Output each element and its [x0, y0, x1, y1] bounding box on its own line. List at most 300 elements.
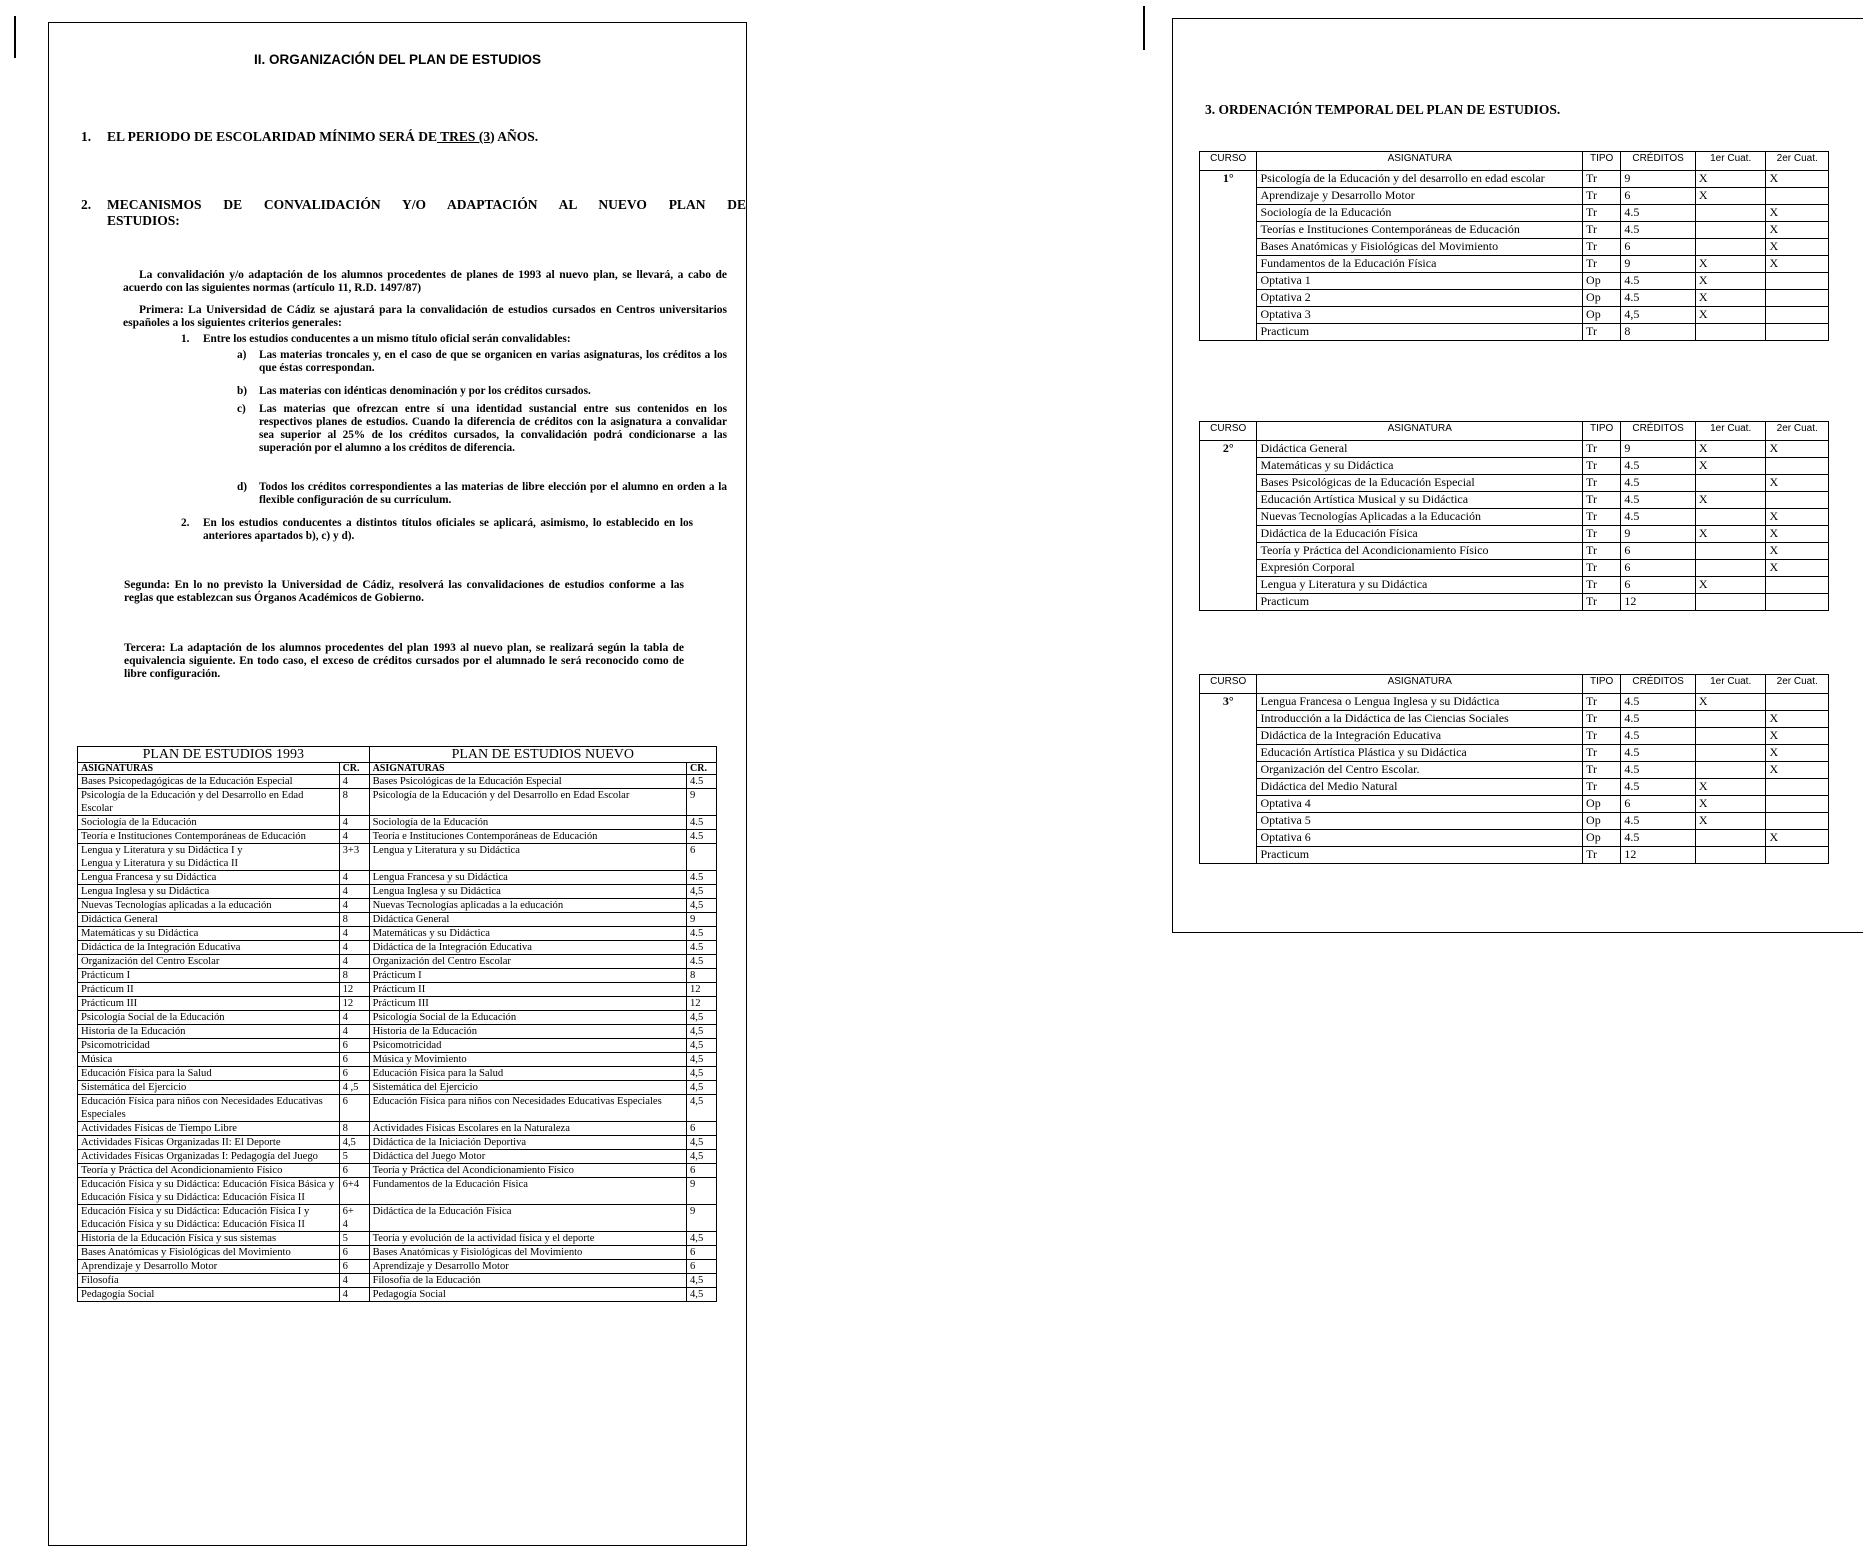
table-row — [1200, 796, 1829, 813]
equiv-old-subject: Actividades Físicas de Tiempo Libre — [78, 1122, 340, 1136]
creditos-cell: 6 — [1621, 577, 1696, 594]
equiv-old-subject: Educación Física y su Didáctica: Educación Física Básica y Educación Física y su Didáctica: Educación Física II — [78, 1178, 340, 1205]
subject-cell: Lengua y Literatura y su Didáctica — [1257, 577, 1583, 594]
tipo-cell: Op — [1583, 273, 1621, 290]
cuat1-cell: X — [1695, 307, 1766, 324]
col-tipo-header: TIPO — [1583, 675, 1621, 694]
equiv-old-subject: Bases Anatómicas y Fisiológicas del Movimiento — [78, 1246, 340, 1260]
table-row — [1200, 594, 1829, 611]
cuat1-cell — [1695, 847, 1766, 864]
col-2o-cuat-header: 2er Cuat. — [1766, 152, 1829, 171]
equiv-col-asignaturas-new: ASIGNATURAS — [369, 763, 686, 775]
equiv-new-subject: Matemáticas y su Didáctica — [369, 927, 686, 941]
col-tipo-header: TIPO — [1583, 422, 1621, 441]
col-1er-cuat-header: 1er Cuat. — [1695, 675, 1766, 694]
equiv-new-subject: Didáctica de la Educación Física — [369, 1205, 686, 1232]
equiv-old-credits: 8 — [339, 913, 369, 927]
equiv-new-credits: 6 — [687, 1260, 717, 1274]
cuat1-cell: X — [1695, 779, 1766, 796]
equiv-old-credits: 3+3 — [339, 844, 369, 871]
table-row — [1200, 711, 1829, 728]
equiv-old-subject: Psicología Social de la Educación — [78, 1011, 340, 1025]
equiv-new-subject: Fundamentos de la Educación Física — [369, 1178, 686, 1205]
equiv-old-credits: 8 — [339, 969, 369, 983]
cuat2-cell — [1766, 796, 1829, 813]
equiv-new-credits: 4,5 — [687, 1067, 717, 1081]
tipo-cell: Tr — [1583, 847, 1621, 864]
equiv-old-credits: 4 — [339, 830, 369, 844]
equiv-old-subject: Sociología de la Educación — [78, 816, 340, 830]
equiv-new-subject: Historia de la Educación — [369, 1025, 686, 1039]
creditos-cell: 4.5 — [1621, 475, 1696, 492]
equiv-table-body — [78, 775, 717, 1302]
cuat2-cell — [1766, 458, 1829, 475]
subject-cell: Lengua Francesa o Lengua Inglesa y su Didáctica — [1257, 694, 1583, 711]
paragraph-intro: La convalidación y/o adaptación de los alumnos procedentes de planes de 1993 al nuevo plan, se llevará, a cabo de acuerdo con las siguientes normas (artículo 11, R.D. 1497/87) — [123, 269, 727, 294]
subject-cell: Optativa 2 — [1257, 290, 1583, 307]
cuat2-cell: X — [1766, 711, 1829, 728]
equiv-old-subject: Prácticum III — [78, 997, 340, 1011]
tipo-cell: Tr — [1583, 762, 1621, 779]
equiv-new-credits: 8 — [687, 969, 717, 983]
tipo-cell: Op — [1583, 290, 1621, 307]
cuat1-cell: X — [1695, 813, 1766, 830]
equiv-old-credits: 4 — [339, 1011, 369, 1025]
schedule-header-row — [1200, 422, 1829, 441]
tipo-cell: Tr — [1583, 577, 1621, 594]
tipo-cell: Tr — [1583, 475, 1621, 492]
heading-number: 2. — [81, 197, 92, 212]
subject-cell: Educación Artística Plástica y su Didáctica — [1257, 745, 1583, 762]
col-2o-cuat-header: 2er Cuat. — [1766, 675, 1829, 694]
equiv-old-credits: 5 — [339, 1232, 369, 1246]
equiv-new-credits: 6 — [687, 844, 717, 871]
equiv-new-credits: 4,5 — [687, 1150, 717, 1164]
tipo-cell: Tr — [1583, 324, 1621, 341]
subject-cell: Aprendizaje y Desarrollo Motor — [1257, 188, 1583, 205]
creditos-cell: 9 — [1621, 526, 1696, 543]
equiv-new-subject: Educación Física para niños con Necesidades Educativas Especiales — [369, 1095, 686, 1122]
subject-cell: Psicología de la Educación y del desarrollo en edad escolar — [1257, 171, 1583, 188]
schedule-header-row — [1200, 675, 1829, 694]
table-row — [78, 1164, 717, 1178]
equiv-new-subject: Teoría y Práctica del Acondicionamiento Físico — [369, 1164, 686, 1178]
cuat2-cell: X — [1766, 222, 1829, 239]
equiv-new-credits: 4,5 — [687, 1039, 717, 1053]
equiv-old-credits: 4 — [339, 775, 369, 789]
tipo-cell: Tr — [1583, 239, 1621, 256]
subject-cell: Optativa 1 — [1257, 273, 1583, 290]
subject-cell: Practicum — [1257, 324, 1583, 341]
table-row — [1200, 307, 1829, 324]
equiv-new-credits: 4,5 — [687, 1136, 717, 1150]
scan-mark-right — [1143, 6, 1145, 50]
col-tipo-header: TIPO — [1583, 152, 1621, 171]
equiv-new-subject: Teoría e Instituciones Contemporáneas de Educación — [369, 830, 686, 844]
equiv-header-old-plan: PLAN DE ESTUDIOS 1993 — [78, 747, 370, 763]
table-row — [78, 1053, 717, 1067]
equiv-new-credits: 12 — [687, 983, 717, 997]
table-row — [1200, 526, 1829, 543]
cuat2-cell — [1766, 188, 1829, 205]
equiv-old-credits: 5 — [339, 1150, 369, 1164]
col-1er-cuat-header: 1er Cuat. — [1695, 422, 1766, 441]
equiv-col-creditos-new: CR. — [687, 763, 717, 775]
subject-cell: Teorías e Instituciones Contemporáneas de Educación — [1257, 222, 1583, 239]
cuat1-cell — [1695, 728, 1766, 745]
equiv-old-credits: 6 — [339, 1053, 369, 1067]
table-row — [78, 1067, 717, 1081]
equiv-old-subject: Psicomotricidad — [78, 1039, 340, 1053]
tipo-cell: Tr — [1583, 728, 1621, 745]
page-ordenacion-temporal — [1172, 18, 1863, 933]
creditos-cell: 4.5 — [1621, 762, 1696, 779]
table-row — [1200, 694, 1829, 711]
equiv-new-credits: 4.5 — [687, 830, 717, 844]
equiv-new-subject: Psicomotricidad — [369, 1039, 686, 1053]
equiv-col-creditos-old: CR. — [339, 763, 369, 775]
table-row — [78, 1095, 717, 1122]
heading-periodo-escolaridad — [81, 129, 721, 147]
table-row — [78, 789, 717, 816]
curso-cell: 3° — [1200, 694, 1257, 864]
equiv-new-credits: 4,5 — [687, 1288, 717, 1302]
table-row — [78, 1136, 717, 1150]
paragraph-tercera: Tercera: La adaptación de los alumnos procedentes del plan 1993 al nuevo plan, se realizará según la tabla de equivalencia siguiente. En todo caso, el exceso de créditos cursados por el alumnado le será reconocido como de libre configuración. — [124, 642, 684, 680]
tipo-cell: Tr — [1583, 560, 1621, 577]
equiv-new-credits: 4,5 — [687, 899, 717, 913]
table-row — [1200, 441, 1829, 458]
criterio-text: Entre los estudios conducentes a un mismo título oficial serán convalidables: — [203, 333, 571, 345]
cuat1-cell: X — [1695, 492, 1766, 509]
table-row — [1200, 492, 1829, 509]
equiv-old-subject: Educación Física y su Didáctica: Educación Física I y Educación Física y su Didáctica: Educación Física II — [78, 1205, 340, 1232]
table-row — [78, 885, 717, 899]
tipo-cell: Tr — [1583, 222, 1621, 239]
tipo-cell: Tr — [1583, 458, 1621, 475]
creditos-cell: 12 — [1621, 847, 1696, 864]
table-row — [78, 1081, 717, 1095]
cuat1-cell — [1695, 324, 1766, 341]
subject-cell: Practicum — [1257, 847, 1583, 864]
heading-text-line1: MECANISMOS DE CONVALIDACIÓN Y/O ADAPTACIÓN AL NUEVO PLAN DE — [107, 197, 746, 212]
creditos-cell: 4.5 — [1621, 830, 1696, 847]
creditos-cell: 6 — [1621, 543, 1696, 560]
cuat2-cell — [1766, 813, 1829, 830]
schedule-body — [1200, 171, 1829, 341]
equiv-new-subject: Sociología de la Educación — [369, 816, 686, 830]
creditos-cell: 6 — [1621, 560, 1696, 577]
equiv-old-subject: Bases Psicopedagógicas de la Educación Especial — [78, 775, 340, 789]
equiv-new-subject: Educación Física para la Salud — [369, 1067, 686, 1081]
equiv-old-credits: 4 — [339, 1274, 369, 1288]
cuat1-cell: X — [1695, 441, 1766, 458]
equiv-old-credits: 6 — [339, 1246, 369, 1260]
tipo-cell: Tr — [1583, 526, 1621, 543]
table-row — [78, 1025, 717, 1039]
table-row — [78, 1288, 717, 1302]
equiv-new-subject: Didáctica General — [369, 913, 686, 927]
equivalence-table — [77, 746, 717, 1302]
table-row — [78, 899, 717, 913]
equiv-old-subject: Actividades Físicas Organizadas II: El Deporte — [78, 1136, 340, 1150]
creditos-cell: 9 — [1621, 441, 1696, 458]
schedule-body — [1200, 694, 1829, 864]
cuat1-cell: X — [1695, 273, 1766, 290]
table-row — [1200, 188, 1829, 205]
table-row — [1200, 779, 1829, 796]
cuat2-cell: X — [1766, 526, 1829, 543]
criterio-text: Las materias que ofrezcan entre sí una identidad sustancial entre sus contenidos en los respectivos planes de estudios. Cuando la diferencia de créditos con la asignatura a convalidar sea superior al 25% de los créditos cursados, la convalidación podrá condicionarse a las superación por el alumno a los créditos de diferencia. — [259, 403, 727, 454]
table-row — [78, 1246, 717, 1260]
cuat1-cell — [1695, 543, 1766, 560]
table-row — [1200, 560, 1829, 577]
cuat2-cell — [1766, 594, 1829, 611]
equiv-new-credits: 4.5 — [687, 775, 717, 789]
creditos-cell: 4.5 — [1621, 813, 1696, 830]
table-row — [1200, 813, 1829, 830]
cuat2-cell — [1766, 290, 1829, 307]
equiv-old-subject: Organización del Centro Escolar — [78, 955, 340, 969]
cuat1-cell — [1695, 560, 1766, 577]
equiv-old-subject: Educación Física para la Salud — [78, 1067, 340, 1081]
equiv-old-credits: 4,5 — [339, 1136, 369, 1150]
subject-cell: Educación Artística Musical y su Didáctica — [1257, 492, 1583, 509]
heading-mecanismos-convalidacion — [81, 197, 746, 233]
subject-cell: Optativa 3 — [1257, 307, 1583, 324]
page-organizacion — [48, 22, 747, 1546]
cuat1-cell — [1695, 594, 1766, 611]
table-row — [1200, 509, 1829, 526]
equiv-header-new-plan: PLAN DE ESTUDIOS NUEVO — [369, 747, 716, 763]
creditos-cell: 4.5 — [1621, 290, 1696, 307]
equiv-new-subject: Filosofía de la Educación — [369, 1274, 686, 1288]
equiv-old-subject: Didáctica General — [78, 913, 340, 927]
cuat1-cell — [1695, 205, 1766, 222]
subject-cell: Sociología de la Educación — [1257, 205, 1583, 222]
cuat1-cell: X — [1695, 694, 1766, 711]
table-row — [78, 1011, 717, 1025]
tipo-cell: Op — [1583, 813, 1621, 830]
equiv-new-subject: Bases Psicológicas de la Educación Especial — [369, 775, 686, 789]
equiv-old-subject: Lengua y Literatura y su Didáctica I y Lengua y Literatura y su Didáctica II — [78, 844, 340, 871]
criterio-label: d) — [237, 481, 248, 493]
equiv-new-credits: 4,5 — [687, 1025, 717, 1039]
table-row — [1200, 171, 1829, 188]
cuat1-cell — [1695, 762, 1766, 779]
creditos-cell: 6 — [1621, 188, 1696, 205]
criterio-c — [237, 403, 727, 455]
table-row — [78, 969, 717, 983]
table-row — [1200, 728, 1829, 745]
subject-cell: Matemáticas y su Didáctica — [1257, 458, 1583, 475]
criterio-label: c) — [237, 403, 246, 415]
equiv-old-subject: Teoría e Instituciones Contemporáneas de Educación — [78, 830, 340, 844]
creditos-cell: 6 — [1621, 796, 1696, 813]
equiv-new-credits: 4.5 — [687, 955, 717, 969]
equiv-new-credits: 4,5 — [687, 1095, 717, 1122]
criterio-label: b) — [237, 385, 248, 397]
cuat1-cell — [1695, 239, 1766, 256]
equiv-new-credits: 6 — [687, 1164, 717, 1178]
cuat2-cell — [1766, 694, 1829, 711]
col-asignatura-header: ASIGNATURA — [1257, 422, 1583, 441]
tipo-cell: Op — [1583, 796, 1621, 813]
creditos-cell: 4.5 — [1621, 779, 1696, 796]
cuat2-cell: X — [1766, 745, 1829, 762]
cuat2-cell: X — [1766, 543, 1829, 560]
equiv-new-subject: Música y Movimiento — [369, 1053, 686, 1067]
tipo-cell: Tr — [1583, 492, 1621, 509]
schedule-table-curso-3 — [1199, 674, 1829, 864]
criterio-text: Todos los créditos correspondientes a las materias de libre elección por el alumno en orden a la flexible configuración de su currículum. — [259, 481, 727, 506]
heading-text-line2: ESTUDIOS: — [107, 213, 180, 228]
criterio-b — [237, 385, 727, 398]
equiv-new-subject: Didáctica de la Integración Educativa — [369, 941, 686, 955]
table-row — [1200, 290, 1829, 307]
cuat2-cell: X — [1766, 728, 1829, 745]
equiv-new-credits: 9 — [687, 789, 717, 816]
table-row — [1200, 458, 1829, 475]
table-row — [1200, 239, 1829, 256]
equiv-old-credits: 6 — [339, 1164, 369, 1178]
cuat1-cell: X — [1695, 290, 1766, 307]
cuat2-cell: X — [1766, 205, 1829, 222]
schedule-body — [1200, 441, 1829, 611]
cuat1-cell: X — [1695, 526, 1766, 543]
subject-cell: Bases Psicológicas de la Educación Especial — [1257, 475, 1583, 492]
equiv-new-credits: 4,5 — [687, 1274, 717, 1288]
schedule-header-row — [1200, 152, 1829, 171]
table-row — [1200, 577, 1829, 594]
table-row — [78, 775, 717, 789]
cuat1-cell: X — [1695, 796, 1766, 813]
curso-cell: 1° — [1200, 171, 1257, 341]
equiv-new-subject: Lengua Francesa y su Didáctica — [369, 871, 686, 885]
creditos-cell: 4.5 — [1621, 745, 1696, 762]
equiv-old-subject: Lengua Inglesa y su Didáctica — [78, 885, 340, 899]
subject-cell: Didáctica de la Educación Física — [1257, 526, 1583, 543]
equiv-old-subject: Pedagogía Social — [78, 1288, 340, 1302]
tipo-cell: Op — [1583, 307, 1621, 324]
cuat1-cell — [1695, 509, 1766, 526]
equiv-new-subject: Lengua y Literatura y su Didáctica — [369, 844, 686, 871]
table-row — [78, 1232, 717, 1246]
equiv-old-credits: 6 — [339, 1260, 369, 1274]
col-2o-cuat-header: 2er Cuat. — [1766, 422, 1829, 441]
equiv-new-credits: 4.5 — [687, 816, 717, 830]
table-row — [1200, 324, 1829, 341]
equiv-new-subject: Teoría y evolución de la actividad física y el deporte — [369, 1232, 686, 1246]
tipo-cell: Tr — [1583, 205, 1621, 222]
creditos-cell: 4.5 — [1621, 728, 1696, 745]
cuat2-cell — [1766, 273, 1829, 290]
equiv-new-subject: Prácticum III — [369, 997, 686, 1011]
criterio-text: En los estudios conducentes a distintos títulos oficiales se aplicará, asimismo, lo establecido en los anteriores apartados b), c) y d). — [203, 517, 693, 542]
equiv-new-subject: Aprendizaje y Desarrollo Motor — [369, 1260, 686, 1274]
equiv-old-subject: Prácticum I — [78, 969, 340, 983]
equiv-old-credits: 6 — [339, 1039, 369, 1053]
equiv-old-credits: 4 — [339, 885, 369, 899]
creditos-cell: 4.5 — [1621, 222, 1696, 239]
creditos-cell: 4.5 — [1621, 458, 1696, 475]
subject-cell: Didáctica de la Integración Educativa — [1257, 728, 1583, 745]
equiv-new-subject: Pedagogía Social — [369, 1288, 686, 1302]
subject-cell: Organización del Centro Escolar. — [1257, 762, 1583, 779]
equiv-new-credits: 4.5 — [687, 927, 717, 941]
criterio-label: 2. — [181, 517, 190, 529]
equiv-old-subject: Matemáticas y su Didáctica — [78, 927, 340, 941]
criterio-label: 1. — [181, 333, 190, 345]
equiv-new-credits: 4.5 — [687, 941, 717, 955]
section-title: 3. ORDENACIÓN TEMPORAL DEL PLAN DE ESTUDIOS. — [1205, 102, 1561, 117]
table-row — [1200, 830, 1829, 847]
table-row — [78, 1122, 717, 1136]
cuat1-cell: X — [1695, 188, 1766, 205]
creditos-cell: 4.5 — [1621, 711, 1696, 728]
cuat1-cell — [1695, 222, 1766, 239]
equiv-new-credits: 9 — [687, 1205, 717, 1232]
criterio-1 — [181, 333, 727, 346]
col-1er-cuat-header: 1er Cuat. — [1695, 152, 1766, 171]
table-row — [78, 1260, 717, 1274]
creditos-cell: 9 — [1621, 171, 1696, 188]
creditos-cell: 8 — [1621, 324, 1696, 341]
table-row — [1200, 762, 1829, 779]
equiv-new-subject: Psicología de la Educación y del Desarrollo en Edad Escolar — [369, 789, 686, 816]
equiv-old-subject: Actividades Físicas Organizadas I: Pedagogía del Juego — [78, 1150, 340, 1164]
equiv-old-subject: Música — [78, 1053, 340, 1067]
cuat1-cell — [1695, 711, 1766, 728]
equiv-old-subject: Filosofía — [78, 1274, 340, 1288]
cuat1-cell: X — [1695, 171, 1766, 188]
creditos-cell: 12 — [1621, 594, 1696, 611]
tipo-cell: Tr — [1583, 594, 1621, 611]
cuat2-cell: X — [1766, 171, 1829, 188]
table-row — [78, 1178, 717, 1205]
table-row — [78, 1150, 717, 1164]
table-row — [1200, 222, 1829, 239]
table-row — [78, 1205, 717, 1232]
cuat2-cell: X — [1766, 762, 1829, 779]
criterio-a — [237, 349, 727, 375]
equiv-new-credits: 4,5 — [687, 1232, 717, 1246]
table-row — [78, 941, 717, 955]
equiv-old-credits: 8 — [339, 789, 369, 816]
table-row — [78, 997, 717, 1011]
equiv-old-subject: Nuevas Tecnologías aplicadas a la educación — [78, 899, 340, 913]
heading-text-post: ) AÑOS. — [490, 129, 539, 144]
heading-text — [107, 129, 538, 145]
cuat2-cell — [1766, 324, 1829, 341]
col-asignatura-header: ASIGNATURA — [1257, 152, 1583, 171]
col-asignatura-header: ASIGNATURA — [1257, 675, 1583, 694]
schedule-table-curso-2 — [1199, 421, 1829, 611]
equiv-old-subject: Psicología de la Educación y del Desarrollo en Edad Escolar — [78, 789, 340, 816]
table-row — [1200, 847, 1829, 864]
equiv-new-subject: Sistemática del Ejercicio — [369, 1081, 686, 1095]
equiv-new-subject: Organización del Centro Escolar — [369, 955, 686, 969]
equiv-old-credits: 6 — [339, 1095, 369, 1122]
table-row — [78, 844, 717, 871]
cuat2-cell — [1766, 492, 1829, 509]
equiv-col-asignaturas-old: ASIGNATURAS — [78, 763, 340, 775]
equiv-new-credits: 6 — [687, 1122, 717, 1136]
table-row — [78, 1274, 717, 1288]
tipo-cell: Tr — [1583, 441, 1621, 458]
equiv-old-credits: 4 — [339, 955, 369, 969]
subject-cell: Optativa 4 — [1257, 796, 1583, 813]
